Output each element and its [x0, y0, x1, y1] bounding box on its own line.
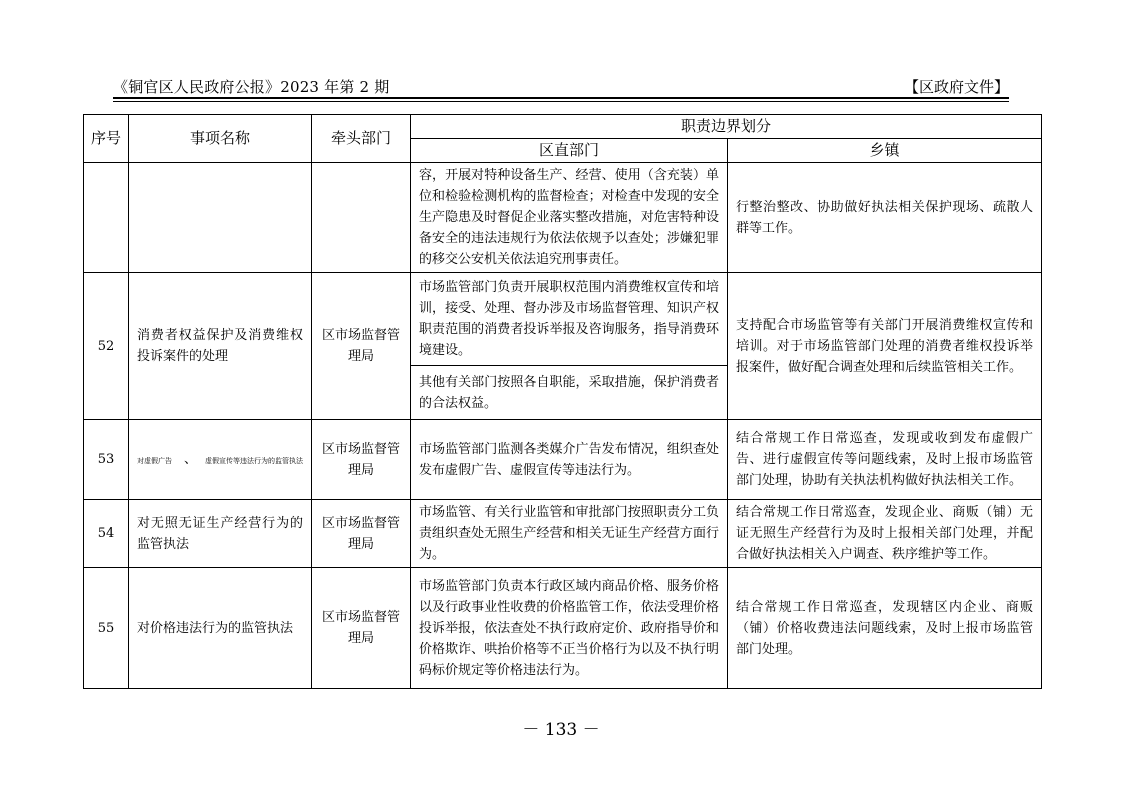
header-seq: 序号	[84, 115, 129, 163]
cell-township: 结合常规工作日常巡查，发现辖区内企业、商贩（铺）价格收费违法问题线索，及时上报市场监管部门处理。	[728, 568, 1042, 689]
header-lead-dept: 牵头部门	[312, 115, 411, 163]
table-row-53	[84, 420, 1042, 500]
section-label: 【区政府文件】	[903, 78, 1009, 96]
page-number: － 133 －	[522, 720, 600, 740]
table-row-52	[84, 273, 1042, 366]
cell-lead: 区市场监督管理局	[312, 273, 411, 420]
header-duty-division: 职责边界划分	[411, 115, 1042, 139]
table-row-continued	[84, 163, 1042, 273]
cell-seq	[84, 163, 129, 273]
cell-lead: 区市场监督管理局	[312, 568, 411, 689]
item-name-separator: 、	[184, 452, 198, 467]
header-township: 乡镇	[728, 139, 1042, 163]
cell-district: 市场监管部门负责本行政区域内商品价格、服务价格以及行政事业性收费的价格监管工作，依法受理价格投诉举报，依法查处不执行政府定价、政府指导价和价格欺诈、哄抬价格等不正当价格行为以及不执行明码标价规定等价格违法行为。	[411, 568, 728, 689]
cell-district: 市场监管、有关行业监管和审批部门按照职责分工负责组织查处无照生产经营和相关无证生产经营方面行为。	[411, 500, 728, 568]
cell-seq: 54	[84, 500, 129, 568]
cell-township: 支持配合市场监管等有关部门开展消费维权宣传和培训。对于市场监管部门处理的消费者维权投诉举报案件，做好配合调查处理和后续监管相关工作。	[728, 273, 1042, 420]
cell-name	[129, 420, 312, 500]
duty-division-table	[83, 114, 1042, 689]
cell-seq: 55	[84, 568, 129, 689]
cell-seq: 53	[84, 420, 129, 500]
cell-name	[129, 163, 312, 273]
cell-township: 结合常规工作日常巡查，发现或收到发布虚假广告、进行虚假宣传等问题线索，及时上报市场监管部门处理，协助有关执法机构做好执法相关工作。	[728, 420, 1042, 500]
table-row-54	[84, 500, 1042, 568]
cell-seq: 52	[84, 273, 129, 420]
header-rule-thick	[113, 97, 1009, 99]
cell-lead: 区市场监督管理局	[312, 500, 411, 568]
item-name-part-b: 虚假宣传等违法行为的监管执法	[205, 457, 304, 465]
cell-name: 对价格违法行为的监管执法	[129, 568, 312, 689]
header-district-dept: 区直部门	[411, 139, 728, 163]
cell-township: 行整治整改、协助做好执法相关保护现场、疏散人群等工作。	[728, 163, 1042, 273]
table-row-55	[84, 568, 1042, 689]
cell-name: 对无照无证生产经营行为的监管执法	[129, 500, 312, 568]
cell-township: 结合常规工作日常巡查，发现企业、商贩（铺）无证无照生产经营行为及时上报相关部门处理，并配合做好执法相关入户调查、秩序维护等工作。	[728, 500, 1042, 568]
header-rule-thin	[113, 101, 1009, 102]
cell-district: 其他有关部门按照各自职能，采取措施，保护消费者的合法权益。	[411, 366, 728, 420]
cell-district: 市场监管部门负责开展职权范围内消费维权宣传和培训，接受、处理、督办涉及市场监督管理、知识产权职责范围的消费者投诉举报及咨询服务，指导消费环境建设。	[411, 273, 728, 366]
item-name-part-a: 对虚假广告	[137, 457, 172, 465]
gazette-title: 《铜官区人民政府公报》2023 年第 2 期	[113, 78, 390, 96]
cell-lead	[312, 163, 411, 273]
cell-district: 市场监管部门监测各类媒介广告发布情况，组织查处发布虚假广告、虚假宣传等违法行为。	[411, 420, 728, 500]
cell-lead: 区市场监督管理局	[312, 420, 411, 500]
cell-name: 消费者权益保护及消费维权投诉案件的处理	[129, 273, 312, 420]
cell-district: 容，开展对特种设备生产、经营、使用（含充装）单位和检验检测机构的监督检查；对检查中发现的安全生产隐患及时督促企业落实整改措施，对危害特种设备安全的违法违规行为依法依规予以查处；涉嫌犯罪的移交公安机关依法追究刑事责任。	[411, 163, 728, 273]
header-item-name: 事项名称	[129, 115, 312, 163]
